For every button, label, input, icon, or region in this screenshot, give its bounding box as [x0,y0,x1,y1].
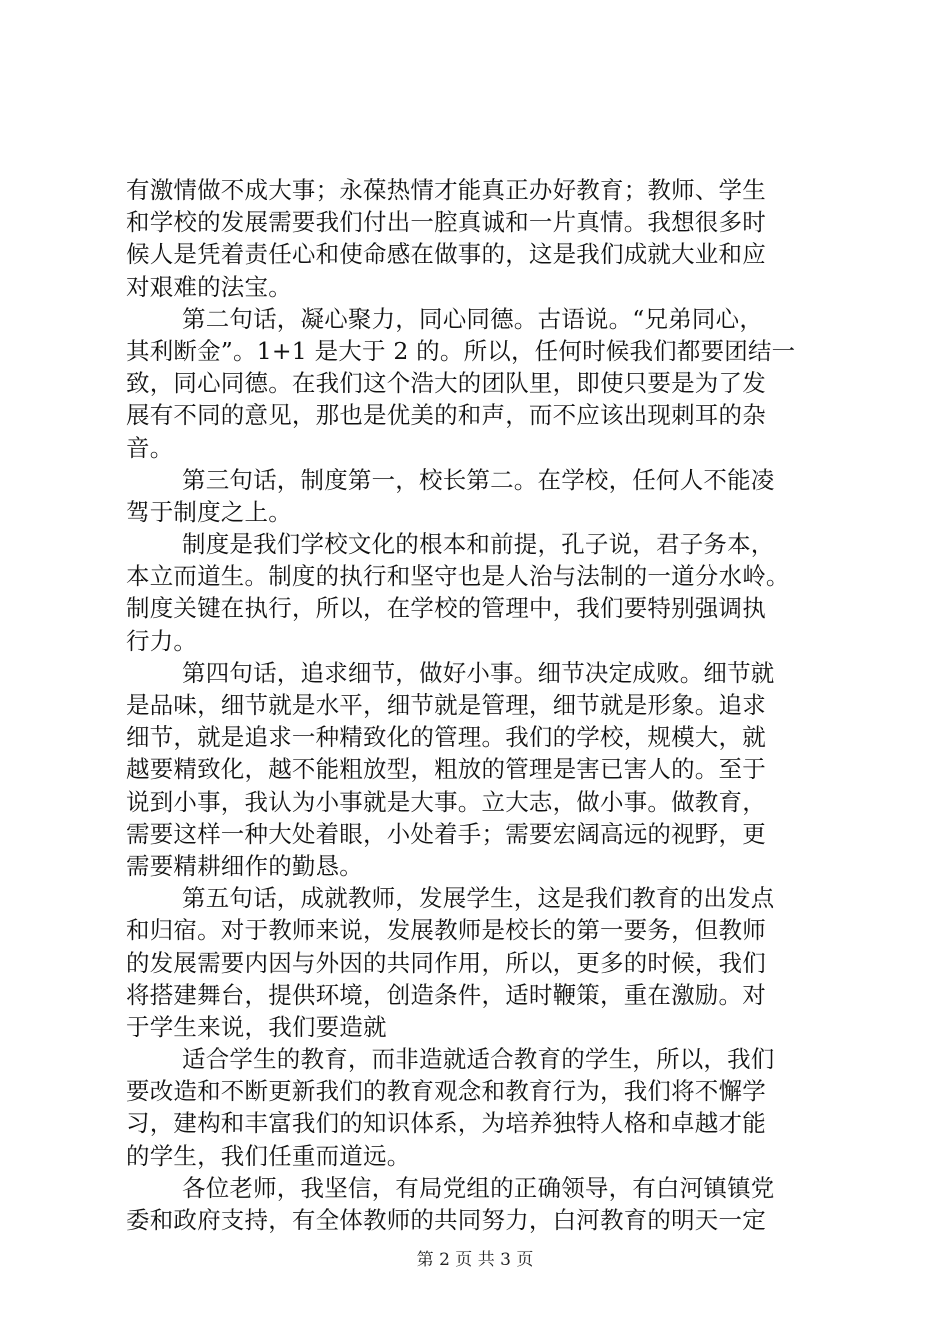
text-line: 第三句话，制度第一，校长第二。在学校，任何人不能凌 [182,465,775,494]
text-line: 和学校的发展需要我们付出一腔真诚和一片真情。我想很多时 [126,208,766,237]
text-line: 第二句话，凝心聚力，同心同德。古语说。“兄弟同心， [182,304,764,333]
text-line: 越要精致化，越不能粗放型，粗放的管理是害已害人的。至于 [126,755,766,784]
text-line: 于学生来说，我们要造就 [126,1012,387,1041]
text-line: 的发展需要内因与外因的共同作用，所以，更多的时候，我们 [126,948,766,977]
text-line: 候人是凭着责任心和使命感在做事的，这是我们成就大业和应 [126,240,766,269]
text-line: 本立而道生。制度的执行和坚守也是人治与法制的一道分水岭。 [126,562,790,591]
text-line: 第五句话，成就教师，发展学生，这是我们教育的出发点 [182,884,775,913]
text-line: 需要这样一种大处着眼，小处着手；需要宏阔高远的视野，更 [126,819,766,848]
text-line: 制度关键在执行，所以，在学校的管理中，我们要特别强调执 [126,594,766,623]
text-line: 第四句话，追求细节，做好小事。细节决定成败。细节就 [182,658,775,687]
text-line: 其利断金”。1+1 是大于 2 的。所以，任何时候我们都要团结一 [126,336,796,365]
text-line: 适合学生的教育，而非造就适合教育的学生，所以，我们 [182,1045,775,1074]
text-line: 将搭建舞台，提供环境，创造条件，适时鞭策，重在激励。对 [126,980,766,1009]
text-line: 要改造和不断更新我们的教育观念和教育行为，我们将不懈学 [126,1077,766,1106]
text-line: 需要精耕细作的勤恳。 [126,851,363,880]
text-line: 音。 [126,433,174,462]
text-line: 的学生，我们任重而道远。 [126,1141,411,1170]
text-line: 和归宿。对于教师来说，发展教师是校长的第一要务，但教师 [126,916,766,945]
text-line: 说到小事，我认为小事就是大事。立大志，做小事。做教育， [126,787,766,816]
page-footer: 第 2 页 共 3 页 [416,1250,534,1270]
text-line: 制度是我们学校文化的根本和前提，孔子说，君子务本， [182,530,775,559]
text-line: 习，建构和丰富我们的知识体系，为培养独特人格和卓越才能 [126,1109,766,1138]
body-text [126,174,831,1236]
text-line: 展有不同的意见，那也是优美的和声，而不应该出现刺耳的杂 [126,401,766,430]
text-line: 是品味，细节就是水平，细节就是管理，细节就是形象。追求 [126,691,766,719]
text-line: 细节，就是追求一种精致化的管理。我们的学校，规模大，就 [126,723,766,752]
text-line: 行力。 [126,626,198,655]
text-line: 对艰难的法宝。 [126,272,292,301]
text-line: 委和政府支持，有全体教师的共同努力，白河教育的明天一定 [126,1206,766,1234]
text-line: 各位老师，我坚信，有局党组的正确领导，有白河镇镇党 [182,1173,775,1202]
text-line: 驾于制度之上。 [126,497,292,526]
text-line: 致，同心同德。在我们这个浩大的团队里，即使只要是为了发 [126,369,766,398]
text-line: 有激情做不成大事；永葆热情才能真正办好教育；教师、学生 [126,176,766,204]
